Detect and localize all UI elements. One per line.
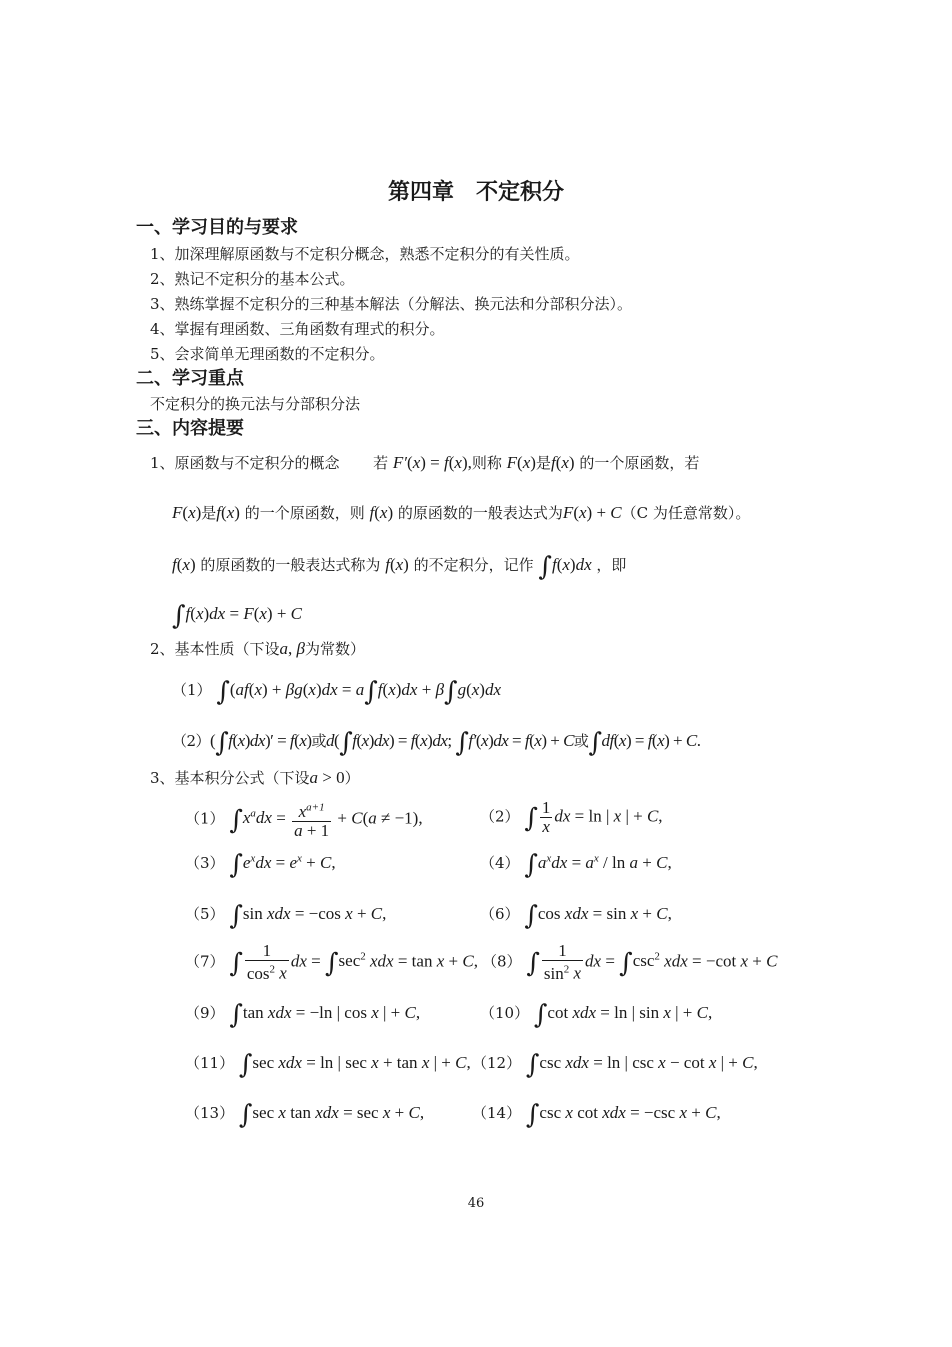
section2-heading: 二、学习重点 (136, 368, 244, 389)
formula-5: （5） ∫sin xdx = −cos x + C, (185, 901, 387, 931)
objective-item: 2、熟记不定积分的基本公式。 (150, 270, 355, 288)
formula-13: （13） ∫sec x tan xdx = sec x + C, (185, 1100, 425, 1130)
concept-line-2: F(x)是f(x) 的一个原函数，则 f(x) 的原函数的一般表达式为F(x) + C（C 为任意常数）。 (172, 503, 751, 522)
formula-14: （14） ∫csc x cot xdx = −csc x + C, (472, 1100, 721, 1130)
formula-6: （6） ∫cos xdx = sin x + C, (480, 901, 672, 931)
formula-9: （9） ∫tan xdx = −ln | cos x | + C, (185, 1000, 421, 1030)
property-1: （1） ∫(af(x) + βg(x)dx = a∫f(x)dx + β∫g(x)dx (172, 677, 502, 707)
objective-item: 3、熟练掌握不定积分的三种基本解法（分解法、换元法和分部积分法）。 (150, 295, 633, 313)
concept-line-1: 1、原函数与不定积分的概念 若 F′(x) = f(x),则称 F(x)是f(x) 的一个原函数，若 (150, 453, 700, 472)
formula-4: （4） $\int a^xdx = a^x / \ln a + C$, (480, 850, 672, 880)
chapter-title: 第四章 不定积分 (387, 179, 564, 205)
property-2: （2）(∫f(x)dx)′ = f(x)或d(∫f(x)dx) = f(x)dx; ∫f′(x)dx = f(x) + C或∫df(x) = f(x) + C. (172, 728, 701, 758)
formula-7: （7） ∫ $\frac{1}{\cos^2 x}$ dx = $\int\sec^2$ xdx = tan x + C, (185, 941, 478, 983)
section3-heading: 三、内容提要 (136, 418, 244, 439)
formula-3: （3） $\int e^xdx = e^x + C$, (185, 850, 336, 880)
properties-label: 2、基本性质（下设a, β为常数） (150, 639, 366, 658)
formulas-label: 3、基本积分公式（下设a > 0） (150, 768, 360, 787)
key-point-text: 不定积分的换元法与分部积分法 (150, 395, 361, 413)
formula-10: （10） ∫cot xdx = ln | sin x | + C, (480, 1000, 713, 1030)
definition-formula: ∫f(x)dx = F(x) + C (172, 601, 303, 631)
formula-12: （12） ∫csc xdx = ln | csc x − cot x | + C, (472, 1050, 758, 1080)
objective-item: 5、会求简单无理函数的不定积分。 (150, 345, 385, 363)
formula-8: （8） ∫ $\frac{1}{\sin^2 x}$ dx = $\int\csc^2$ xdx = −cot x + C (482, 941, 778, 983)
formula-1: （1） $\int x^adx$ = $\frac{x^{a+1}}{a + 1}$ + C(a ≠ −1), (185, 801, 423, 840)
section1-heading: 一、学习目的与要求 (136, 217, 298, 238)
formula-11: （11） ∫sec xdx = ln | sec x + tan x | + C, (185, 1050, 471, 1080)
page-number: 46 (467, 1196, 485, 1211)
formula-2: （2） ∫ $\frac{1}{x}$ dx = ln | x | + C, (480, 798, 663, 836)
objective-item: 4、掌握有理函数、三角函数有理式的积分。 (150, 320, 445, 338)
objective-item: 1、加深理解原函数与不定积分概念，熟悉不定积分的有关性质。 (150, 245, 580, 263)
concept-line-3: f(x) 的原函数的一般表达式称为 f(x) 的不定积分，记作 ∫f(x)dx ，即 (172, 552, 627, 582)
concept-label: 1、原函数与不定积分的概念 (150, 454, 340, 472)
